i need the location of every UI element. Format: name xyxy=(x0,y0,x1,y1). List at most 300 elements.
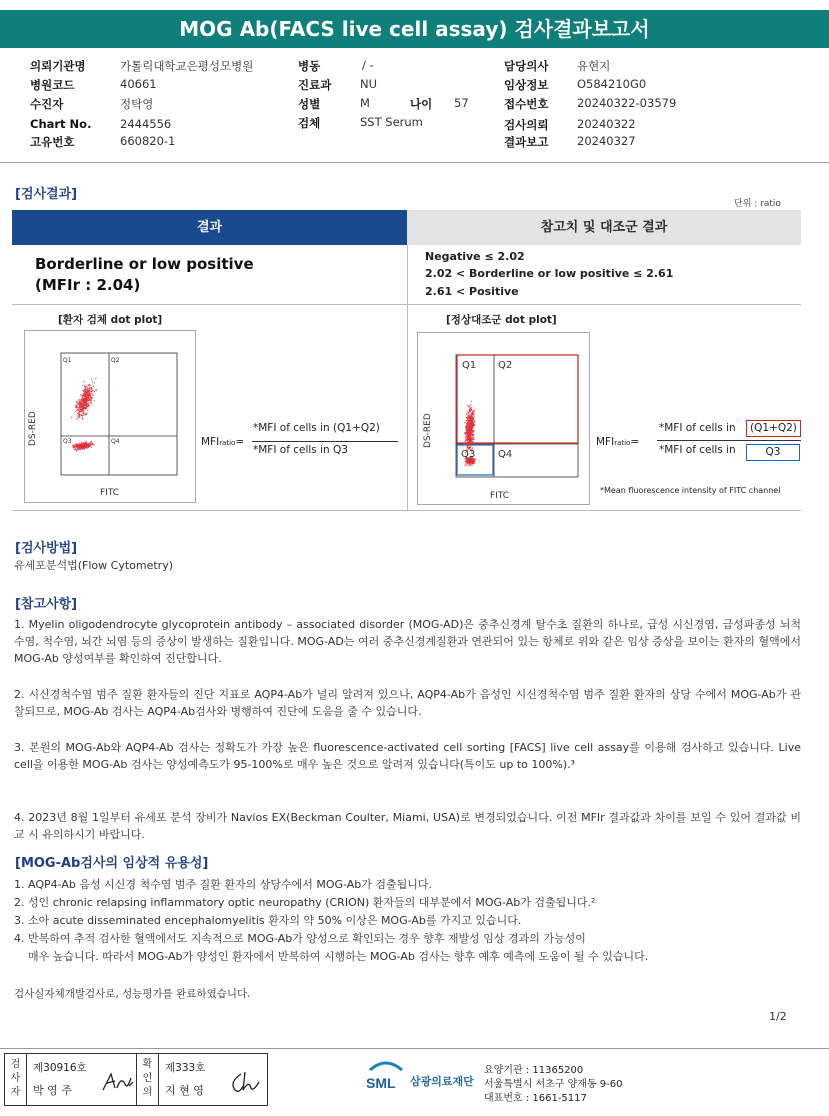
patient-dot-plot-svg xyxy=(25,331,195,502)
dot xyxy=(470,437,471,438)
dot xyxy=(469,421,470,422)
control-q2-label: Q2 xyxy=(498,360,513,371)
dot xyxy=(90,441,91,442)
dot xyxy=(89,388,90,389)
info-value: 유현지 xyxy=(577,59,611,73)
ref-positive: 2.61 < Positive xyxy=(425,285,519,298)
dot xyxy=(86,392,87,393)
dot xyxy=(467,465,468,466)
dot xyxy=(85,442,86,443)
patient-denominator: *MFI of cells in Q3 xyxy=(253,444,348,456)
sml-logo-icon xyxy=(364,1058,408,1090)
dot xyxy=(85,405,86,406)
dot xyxy=(76,410,77,411)
dot xyxy=(92,382,93,383)
dot xyxy=(473,419,474,420)
dot xyxy=(466,417,467,418)
dot xyxy=(468,441,469,442)
dot xyxy=(471,414,472,415)
dot xyxy=(76,450,77,451)
dot xyxy=(465,437,466,438)
dot xyxy=(469,409,470,410)
info-value: 2444556 xyxy=(120,117,172,131)
dot xyxy=(78,416,79,417)
dot xyxy=(79,444,80,445)
dot xyxy=(86,395,87,396)
dot xyxy=(466,442,467,443)
dot xyxy=(79,409,80,410)
note-2: 2. 시신경척수염 범주 질환 환자들의 진단 지표로 AQP4-Ab가 널리 알려져 있으나, AQP4-Ab가 음성인 시신경척수염 범주 질환 환자의 상당 수에서 MOG-Ab가 관찰되므로, MOG-Ab 검사는 AQP4-Ab검사와 병행하여 진단에 도움을 줄 수 있습니다. xyxy=(14,688,801,718)
dot xyxy=(469,428,470,429)
dot xyxy=(88,403,89,404)
dot xyxy=(466,423,467,424)
patient-q2-label: Q2 xyxy=(111,357,120,364)
dot xyxy=(466,461,467,462)
result-column-header: 결과 xyxy=(12,210,407,245)
tester-signature-icon xyxy=(99,1068,135,1096)
patient-dot-plot xyxy=(24,330,196,503)
dot xyxy=(469,425,470,426)
info-value: 20240327 xyxy=(577,134,636,148)
patient-plot-title: [환자 검체 dot plot] xyxy=(58,314,163,326)
dot xyxy=(94,391,95,392)
dot xyxy=(471,420,472,421)
dot xyxy=(466,462,467,463)
patient-mfi-label: MFIratio= xyxy=(201,436,245,448)
dot xyxy=(89,391,90,392)
dot xyxy=(85,387,86,388)
dot xyxy=(467,435,468,436)
tester-license: 제30916호 xyxy=(33,1062,87,1074)
dot xyxy=(473,424,474,425)
dot xyxy=(471,422,472,423)
dot xyxy=(82,418,83,419)
dot xyxy=(468,427,469,428)
dot xyxy=(91,379,92,380)
control-numerator-box: (Q1+Q2) xyxy=(746,420,801,437)
clinical-item-2: 2. 성인 chronic relapsing inflammatory optic neuropathy (CRION) 환자들의 대부분에서 MOG-Ab가 검출됩니다.² xyxy=(14,896,596,909)
dot xyxy=(79,405,80,406)
dot xyxy=(473,434,474,435)
tester-name: 박 영 주 xyxy=(33,1084,72,1097)
dot xyxy=(465,461,466,462)
info-label: 수진자 xyxy=(30,97,64,111)
dot xyxy=(81,441,82,442)
dot xyxy=(467,438,468,439)
org-name: 삼광의료재단 xyxy=(410,1075,474,1088)
note-1: 1. Myelin oligodendrocyte glycoprotein antibody – associated disorder (MOG-AD)은 중추신경계 탈수초 질환의 하나로, 급성 시신경염, 급성파종성 뇌척수염, 척수염, 뇌간 뇌염 등의 증상이 발생하는 질환입니다. MOG-AD는 여러 중추신경계질환과 연관되어 있는 항체로 위와 같은 임상 증상을 보이는 환자의 혈액에서 MOG-Ab 양성여부를 확인하여 진단합니다. xyxy=(14,618,801,665)
dot xyxy=(471,441,472,442)
dot xyxy=(470,408,471,409)
dot xyxy=(82,412,83,413)
control-q3-label: Q3 xyxy=(461,449,476,460)
page-number: 1/2 xyxy=(769,1010,787,1023)
address: 서울특별시 서초구 양재동 9-60 xyxy=(484,1079,623,1090)
info-value: 20240322 xyxy=(577,117,636,131)
method-text: 유세포분석법(Flow Cytometry) xyxy=(14,559,174,572)
dot xyxy=(470,418,471,419)
control-plot-title: [정상대조군 dot plot] xyxy=(446,314,557,326)
dot xyxy=(77,443,78,444)
dot xyxy=(76,418,77,419)
section-result-heading: [검사결과] xyxy=(15,187,78,202)
dot xyxy=(473,417,474,418)
dot xyxy=(470,435,471,436)
control-numerator-prefix: *MFI of cells in xyxy=(659,422,736,434)
info-label: 의뢰기관명 xyxy=(30,59,86,73)
patient-dots xyxy=(71,378,97,452)
info-label: 결과보고 xyxy=(504,135,549,149)
dot xyxy=(84,385,85,386)
dot xyxy=(466,436,467,437)
info-value: NU xyxy=(360,77,378,91)
info-label: 검사의뢰 xyxy=(504,118,549,132)
dot xyxy=(92,394,93,395)
dot xyxy=(85,394,86,395)
info-value: 57 xyxy=(454,96,469,110)
info-label: 접수번호 xyxy=(504,97,549,111)
dot xyxy=(467,415,468,416)
result-mfir: (MFIr : 2.04) xyxy=(35,276,141,294)
dot xyxy=(467,418,468,419)
dot xyxy=(79,407,80,408)
dot xyxy=(85,401,86,402)
mfi-footnote: *Mean fluorescence intensity of FITC channel xyxy=(600,486,781,495)
dot xyxy=(75,411,76,412)
patient-q3-label: Q3 xyxy=(63,438,72,445)
dot xyxy=(91,444,92,445)
dot xyxy=(471,433,472,434)
info-value: 40661 xyxy=(120,77,157,91)
dot xyxy=(77,447,78,448)
dot xyxy=(469,430,470,431)
dot xyxy=(86,399,87,400)
dot xyxy=(473,430,474,431)
dot xyxy=(91,442,92,443)
control-q1-label: Q1 xyxy=(462,360,477,371)
dot xyxy=(83,415,84,416)
dot xyxy=(79,445,80,446)
result-value: Borderline or low positive xyxy=(35,255,254,273)
dot xyxy=(470,415,471,416)
dot xyxy=(91,403,92,404)
dot xyxy=(82,390,83,391)
ref-borderline: 2.02 < Borderline or low positive ≤ 2.61 xyxy=(425,267,674,280)
dot xyxy=(83,381,84,382)
patient-fraction-bar xyxy=(252,441,398,442)
section-method-heading: [검사방법] xyxy=(15,541,78,556)
info-label: 병원코드 xyxy=(30,78,75,92)
confirm-license: 제333호 xyxy=(165,1062,206,1074)
dot xyxy=(465,432,466,433)
dot xyxy=(84,392,85,393)
institution-code: 요양기관 : 11365200 xyxy=(484,1065,584,1076)
dot xyxy=(86,387,87,388)
info-value: 가톨릭대학교은평성모병원 xyxy=(120,59,254,73)
dot xyxy=(470,463,471,464)
dot xyxy=(83,394,84,395)
reference-column-header: 참고치 및 대조군 결과 xyxy=(407,210,801,245)
dot xyxy=(95,390,96,391)
dot xyxy=(465,465,466,466)
info-label: 임상정보 xyxy=(504,78,549,92)
dot xyxy=(80,394,81,395)
dot xyxy=(468,413,469,414)
dot xyxy=(467,420,468,421)
patient-x-label: FITC xyxy=(100,488,120,498)
dot xyxy=(467,411,468,412)
dot xyxy=(83,404,84,405)
dot xyxy=(81,411,82,412)
dot xyxy=(73,446,74,447)
dot xyxy=(466,427,467,428)
info-value: 660820-1 xyxy=(120,134,176,148)
clinical-item-4: 4. 반복하여 추적 검사한 혈액에서도 지속적으로 MOG-Ab가 양성으로 확인되는 경우 향후 재발성 임상 경과의 가능성이 xyxy=(14,932,586,945)
dot xyxy=(82,400,83,401)
dot xyxy=(88,394,89,395)
dot xyxy=(81,403,82,404)
note-3: 3. 본원의 MOG-Ab와 AQP4-Ab 검사는 정확도가 가장 높은 fluorescence-activated cell sorting [FACS] live cell assay를 이용해 검사하고 있습니다. Live cell을 이용한 MOG-Ab 검사는 양성예측도가 95-100%로 매우 높은 것으로 알려져 있습니다(특이도 up to 100%).³ xyxy=(14,741,801,771)
clinical-list xyxy=(14,876,804,966)
dot xyxy=(471,430,472,431)
section-clinical-heading: [MOG-Ab검사의 임상적 유용성] xyxy=(15,856,209,871)
dot xyxy=(83,402,84,403)
dot xyxy=(468,407,469,408)
confirm-signature-icon xyxy=(227,1068,263,1096)
dot xyxy=(89,445,90,446)
patient-q1-label: Q1 xyxy=(63,357,72,364)
dot xyxy=(465,441,466,442)
role-tester: 검사자 xyxy=(5,1054,27,1105)
dot xyxy=(471,465,472,466)
dot xyxy=(80,447,81,448)
dot xyxy=(91,446,92,447)
info-value: 정탁영 xyxy=(120,97,154,111)
dot xyxy=(84,414,85,415)
table-bottom xyxy=(12,510,801,511)
dot xyxy=(467,443,468,444)
info-label: 진료과 xyxy=(298,78,332,92)
dot xyxy=(88,443,89,444)
divider xyxy=(0,162,829,163)
table-divider xyxy=(407,245,408,510)
table-row-divider xyxy=(12,304,801,305)
dot xyxy=(84,446,85,447)
dot xyxy=(85,408,86,409)
dot xyxy=(76,407,77,408)
dot xyxy=(79,411,80,412)
dot xyxy=(79,403,80,404)
dot xyxy=(91,397,92,398)
patient-y-label: DS-RED xyxy=(28,411,38,446)
dot xyxy=(471,401,472,402)
info-label: Chart No. xyxy=(30,117,92,131)
dot xyxy=(74,449,75,450)
dot xyxy=(474,421,475,422)
info-label: 고유번호 xyxy=(30,135,75,149)
dot xyxy=(91,402,92,403)
info-label: 성별 xyxy=(298,97,321,111)
dot xyxy=(80,402,81,403)
dot xyxy=(77,417,78,418)
info-label: 나이 xyxy=(410,97,433,111)
dot xyxy=(88,388,89,389)
info-label: 담당의사 xyxy=(504,59,549,73)
control-q4-label: Q4 xyxy=(498,449,513,460)
dot xyxy=(471,434,472,435)
dot xyxy=(80,408,81,409)
dot xyxy=(78,399,79,400)
dot xyxy=(466,433,467,434)
dot xyxy=(80,409,81,410)
dot xyxy=(464,422,465,423)
dot xyxy=(88,396,89,397)
dot xyxy=(84,448,85,449)
dot xyxy=(81,449,82,450)
dot xyxy=(79,415,80,416)
dot xyxy=(88,404,89,405)
patient-numerator: *MFI of cells in (Q1+Q2) xyxy=(253,422,380,434)
dot xyxy=(95,378,96,379)
dot xyxy=(78,403,79,404)
report-title: MOG Ab(FACS live cell assay) 검사결과보고서 xyxy=(0,10,829,48)
dot xyxy=(73,447,74,448)
dot xyxy=(76,404,77,405)
dot xyxy=(88,447,89,448)
dot xyxy=(469,433,470,434)
dot xyxy=(466,439,467,440)
phone: 대표번호 : 1661-5117 xyxy=(484,1093,587,1104)
dot xyxy=(77,448,78,449)
dot xyxy=(71,417,72,418)
role-confirm: 확인의 xyxy=(137,1054,159,1105)
control-y-label: DS-RED xyxy=(423,413,433,448)
dot xyxy=(466,413,467,414)
dot xyxy=(469,405,470,406)
dot xyxy=(87,410,88,411)
dot xyxy=(89,389,90,390)
dot xyxy=(472,437,473,438)
dot xyxy=(469,443,470,444)
dot xyxy=(90,395,91,396)
dot xyxy=(79,449,80,450)
dot xyxy=(81,414,82,415)
dot xyxy=(78,409,79,410)
unit-label: 단위 : ratio xyxy=(734,199,781,209)
dot xyxy=(466,425,467,426)
dot xyxy=(473,411,474,412)
dot xyxy=(82,444,83,445)
dot xyxy=(86,390,87,391)
dot xyxy=(471,426,472,427)
dot xyxy=(78,413,79,414)
dot xyxy=(90,397,91,398)
dot xyxy=(84,400,85,401)
dot xyxy=(76,405,77,406)
dot xyxy=(75,444,76,445)
info-label: 병동 xyxy=(298,59,321,73)
dot xyxy=(81,395,82,396)
footer-divider xyxy=(0,1048,829,1049)
dot xyxy=(83,399,84,400)
dot xyxy=(85,413,86,414)
dot xyxy=(472,463,473,464)
info-value: SST Serum xyxy=(360,115,423,129)
clinical-item-1: 1. AQP4-Ab 음성 시신경 척수염 범주 질환 환자의 상당수에서 MOG-Ab가 검출됩니다. xyxy=(14,878,432,891)
signature-box xyxy=(4,1053,268,1106)
dot xyxy=(468,434,469,435)
info-value: M xyxy=(360,96,370,110)
dot xyxy=(87,445,88,446)
dot xyxy=(85,446,86,447)
control-dot-plot-svg xyxy=(418,333,589,504)
dot xyxy=(83,407,84,408)
dot xyxy=(93,386,94,387)
dot xyxy=(466,431,467,432)
dot xyxy=(94,445,95,446)
control-x-label: FITC xyxy=(490,491,510,501)
dot xyxy=(469,411,470,412)
control-fraction-bar xyxy=(657,440,801,441)
dot xyxy=(463,442,464,443)
info-value: / - xyxy=(362,58,374,72)
dot xyxy=(474,462,475,463)
dot xyxy=(468,445,469,446)
dot xyxy=(468,461,469,462)
dot xyxy=(473,414,474,415)
confirm-name: 지 현 영 xyxy=(165,1084,204,1097)
dot xyxy=(473,439,474,440)
dot xyxy=(82,397,83,398)
dot xyxy=(470,404,471,405)
clinical-item-3: 3. 소아 acute disseminated encephalomyelitis 환자의 약 50% 이상은 MOG-Ab를 가지고 있습니다. xyxy=(14,914,522,927)
info-label: 검체 xyxy=(298,116,321,130)
dot xyxy=(466,428,467,429)
dot xyxy=(83,395,84,396)
dot xyxy=(88,398,89,399)
dot xyxy=(468,431,469,432)
dot xyxy=(94,400,95,401)
dot xyxy=(469,424,470,425)
dot xyxy=(469,422,470,423)
ref-negative: Negative ≤ 2.02 xyxy=(425,250,525,263)
control-denominator-box: Q3 xyxy=(746,444,800,461)
dot xyxy=(86,414,87,415)
dot xyxy=(80,399,81,400)
logo-text: SML xyxy=(366,1075,396,1090)
dot xyxy=(76,446,77,447)
dot xyxy=(91,393,92,394)
validation-note: 검사실자체개발검사로, 성능평가를 완료하였습니다. xyxy=(14,988,251,1000)
dot xyxy=(82,385,83,386)
dot xyxy=(470,446,471,447)
dot xyxy=(84,388,85,389)
dot xyxy=(88,385,89,386)
control-dot-plot xyxy=(417,332,590,505)
dot xyxy=(84,390,85,391)
info-value: 20240322-03579 xyxy=(577,96,677,110)
dot xyxy=(89,386,90,387)
dot xyxy=(86,389,87,390)
dot xyxy=(467,405,468,406)
dot xyxy=(466,420,467,421)
section-notes-heading: [참고사항] xyxy=(15,597,78,612)
patient-q4-label: Q4 xyxy=(111,438,120,445)
dot xyxy=(466,444,467,445)
dot xyxy=(474,461,475,462)
dot xyxy=(94,382,95,383)
dot xyxy=(91,391,92,392)
